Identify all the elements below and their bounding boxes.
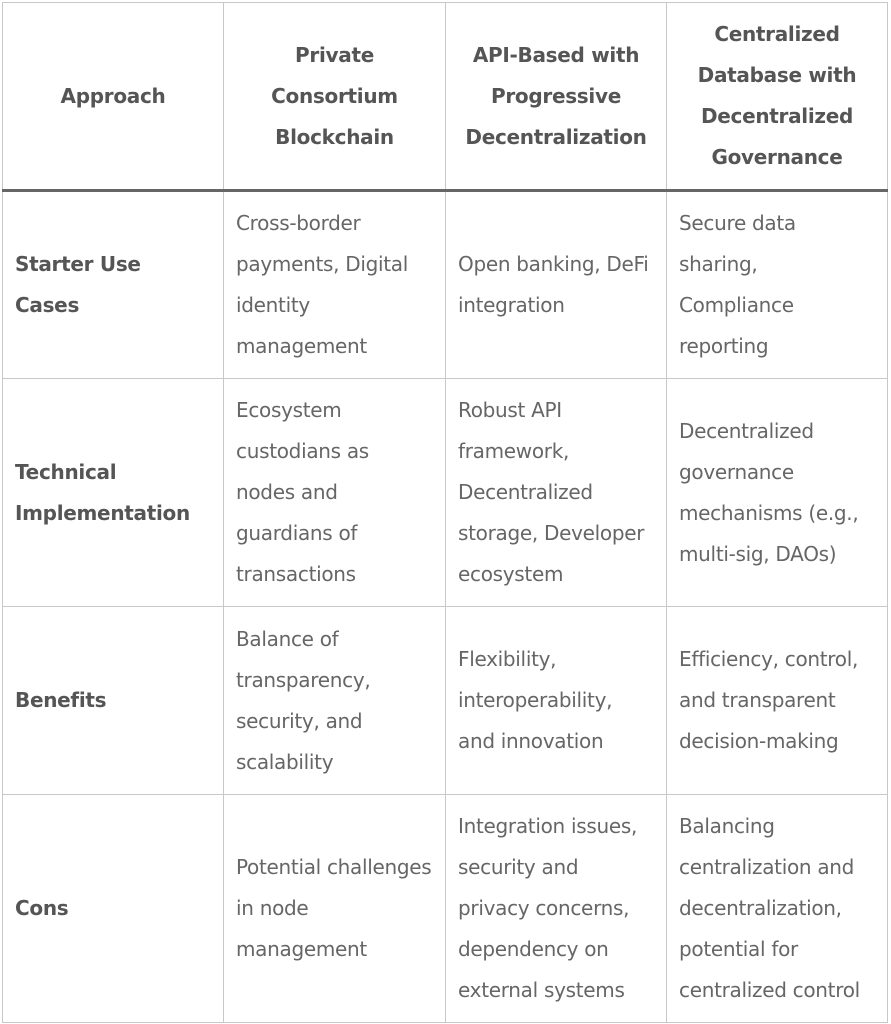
table-row xyxy=(3,795,888,1023)
table-cell: Robust API framework, Decentralized storage, Developer ecosystem xyxy=(446,379,667,607)
table-cell: Efficiency, control, and transparent decision-making xyxy=(667,607,888,795)
table-row xyxy=(3,191,888,379)
header-approach: Approach xyxy=(3,3,224,191)
table-row xyxy=(3,379,888,607)
table-cell: Open banking, DeFi integration xyxy=(446,191,667,379)
row-label xyxy=(3,191,224,379)
table-cell: Balance of transparency, security, and scalability xyxy=(224,607,446,795)
table-cell: Cross-border payments, Digital identity management xyxy=(224,191,446,379)
table-cell: Ecosystem custodians as nodes and guardians of transactions xyxy=(224,379,446,607)
table-cell: Integration issues, security and privacy concerns, dependency on external systems xyxy=(446,795,667,1023)
table-cell: Decentralized governance mechanisms (e.g., multi-sig, DAOs) xyxy=(667,379,888,607)
row-label-text: Starter Use Cases xyxy=(15,252,141,317)
header-centralized-database: Centralized Database with Decentralized Governance xyxy=(667,3,888,191)
header-row xyxy=(3,3,888,191)
table-cell: Potential challenges in node management xyxy=(224,795,446,1023)
table-row xyxy=(3,607,888,795)
row-label-text: Benefits xyxy=(15,688,107,712)
table-cell: Secure data sharing, Compliance reporting xyxy=(667,191,888,379)
table-cell: Balancing centralization and decentralization, potential for centralized control xyxy=(667,795,888,1023)
table-cell: Flexibility, interoperability, and innovation xyxy=(446,607,667,795)
row-label xyxy=(3,607,224,795)
row-label xyxy=(3,795,224,1023)
row-label-text: Technical Implementation xyxy=(15,459,190,525)
header-api-based: API-Based with Progressive Decentralization xyxy=(446,3,667,191)
row-label xyxy=(3,379,224,607)
row-label-text: Cons xyxy=(15,896,69,920)
header-private-consortium-blockchain: Private Consortium Blockchain xyxy=(224,3,446,191)
comparison-table xyxy=(2,2,888,1023)
